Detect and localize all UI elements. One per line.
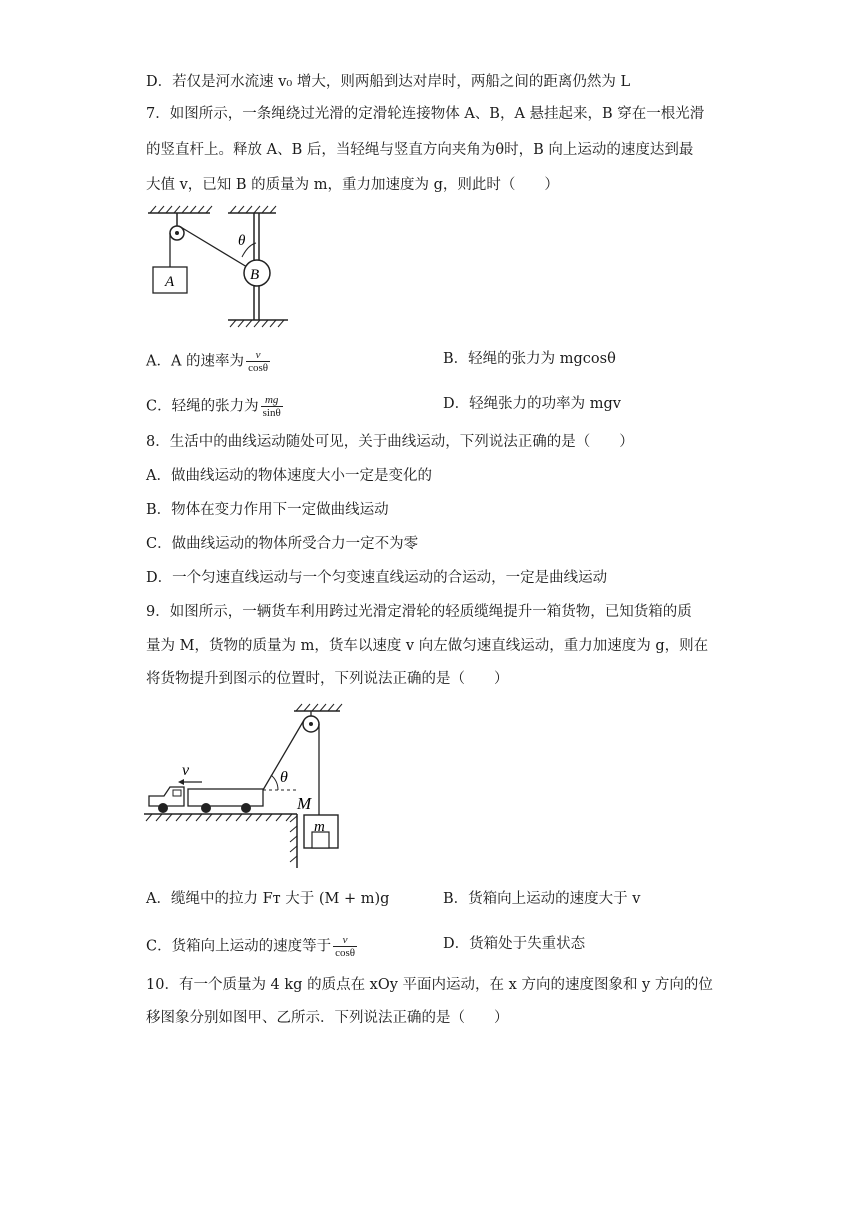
truck-bed	[188, 789, 263, 806]
q7-stem-line3: 大值 v，已知 B 的质量为 m，重力加速度为 g，则此时（ ）	[146, 177, 559, 193]
q9-stem-line2: 量为 M，货物的质量为 m，货车以速度 v 向左做匀速直线运动，重力加速度为 g，则在	[146, 638, 709, 654]
q7-option-a-fraction: $\frac{v}{\cos\theta}$	[248, 349, 268, 374]
label-b: B	[250, 267, 260, 283]
q9-stem-line3: 将货物提升到图示的位置时，下列说法正确的是（ ）	[146, 671, 509, 687]
label-v: v	[182, 762, 190, 779]
q7-option-d[interactable]: D．轻绳张力的功率为 mgv	[443, 396, 621, 412]
q8-option-c[interactable]: C．做曲线运动的物体所受合力一定不为零	[146, 536, 419, 552]
q7-option-a[interactable]	[146, 349, 272, 374]
q10-stem-line1: 10．有一个质量为 4 kg 的质点在 xOy 平面内运动，在 x 方向的速度图象和 y 方向的位	[146, 977, 713, 993]
q9-option-b[interactable]: B．货箱向上运动的速度大于 v	[443, 891, 641, 907]
label-big-m: M	[297, 794, 312, 813]
q8-stem: 8．生活中的曲线运动随处可见，关于曲线运动，下列说法正确的是（ ）	[146, 434, 634, 450]
label-small-m: m	[314, 819, 325, 835]
q7-option-a-prefix: A．A 的速率为	[146, 353, 245, 370]
q9-figure	[144, 702, 354, 870]
q7-stem-line2: 的竖直杆上。释放 A、B 后，当轻绳与竖直方向夹角为θ时，B 向上运动的速度达到最	[146, 142, 694, 158]
q9-option-c-fraction: $\frac{v}{\cos\theta}$	[335, 934, 356, 959]
label-a: A	[165, 274, 175, 290]
q7-option-c[interactable]	[146, 394, 285, 419]
q7-option-b[interactable]: B．轻绳的张力为 mgcosθ	[443, 351, 616, 367]
q10-stem-line2: 移图象分别如图甲、乙所示．下列说法正确的是（ ）	[146, 1010, 509, 1026]
q6-option-d: D．若仅是河水流速 v₀ 增大，则两船到达对岸时，两船之间的距离仍然为 L	[146, 74, 631, 90]
q8-option-b[interactable]: B．物体在变力作用下一定做曲线运动	[146, 502, 389, 518]
q7-option-c-fraction: $\frac{mg}{\sin\theta}$	[262, 394, 281, 419]
q9-option-a[interactable]: A．缆绳中的拉力 Fᴛ 大于 (M + m)g	[146, 891, 390, 907]
q8-option-a[interactable]: A．做曲线运动的物体速度大小一定是变化的	[146, 468, 432, 484]
q7-option-c-prefix: C．轻绳的张力为	[146, 398, 259, 415]
label-theta: θ	[280, 769, 288, 786]
q9-stem-line1: 9．如图所示，一辆货车利用跨过光滑定滑轮的轻质缆绳提升一箱货物，已知货箱的质	[146, 604, 692, 620]
label-theta: θ	[238, 233, 246, 249]
q8-option-d[interactable]: D．一个匀速直线运动与一个匀变速直线运动的合运动，一定是曲线运动	[146, 570, 608, 586]
q9-option-c[interactable]	[146, 934, 359, 959]
q9-option-c-prefix: C．货箱向上运动的速度等于	[146, 938, 332, 955]
q9-option-d[interactable]: D．货箱处于失重状态	[443, 936, 586, 952]
q7-figure	[144, 205, 304, 330]
q7-stem-line1: 7．如图所示，一条绳绕过光滑的定滑轮连接物体 A、B，A 悬挂起来，B 穿在一根光滑	[146, 106, 705, 122]
